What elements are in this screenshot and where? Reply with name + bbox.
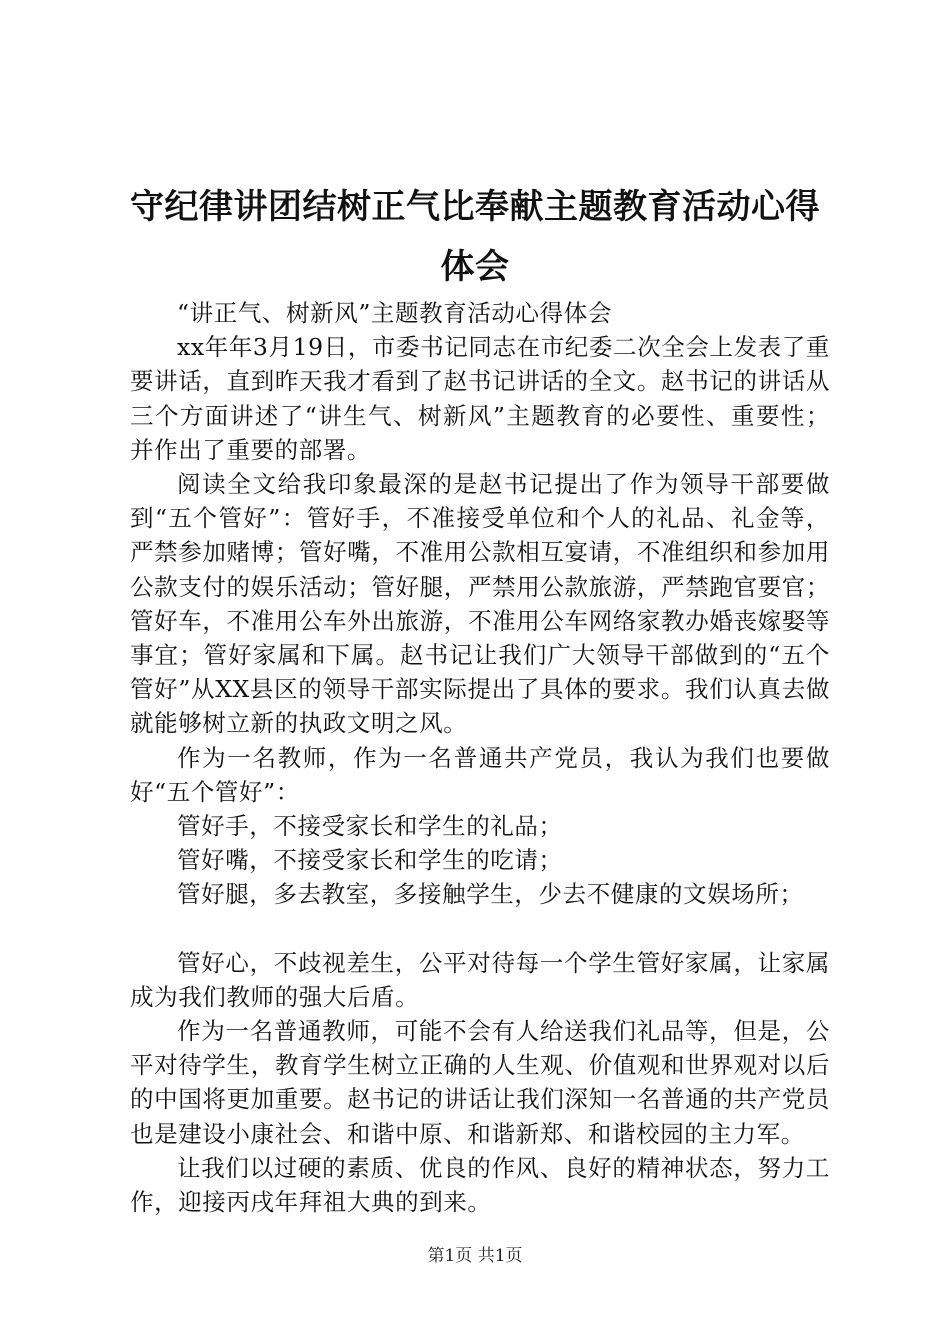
- paragraph-intro: xx年年3月19日，市委书记同志在市纪委二次全会上发表了重要讲话，直到昨天我才看到了赵书记讲话的全文。赵书记的讲话从三个方面讲述了“讲生气、树新风”主题教育的必要性、重要性；并作出了重要的部署。: [130, 333, 830, 464]
- paragraph-list-hand: 管好手，不接受家长和学生的礼品；: [177, 812, 563, 841]
- paragraph-list-mouth: 管好嘴，不接受家长和学生的吃请；: [177, 846, 563, 875]
- paragraph-teacher-role: 作为一名教师，作为一名普通共产党员，我认为我们也要做好“五个管好”：: [130, 743, 830, 806]
- document-body: [130, 296, 830, 1219]
- paragraph-list-heart: 管好心，不歧视差生，公平对待每一个学生管好家属，让家属成为我们教师的强大后盾。: [130, 948, 830, 1011]
- paragraph-list-leg: 管好腿，多去教室，多接触学生，少去不健康的文娱场所；: [177, 880, 804, 909]
- paragraph-subtitle: “讲正气、树新风”主题教育活动心得体会: [177, 299, 612, 327]
- paragraph-ordinary-teacher: 作为一名普通教师，可能不会有人给送我们礼品等，但是，公平对待学生，教育学生树立正确的人生观、价值观和世界观对以后的中国将更加重要。赵书记的讲话让我们深知一名普通的共产党员也是建设小康社会、和谐中原、和谐新郑、和谐校园的主力军。: [130, 1017, 830, 1148]
- page-number-footer: 第1页 共1页: [427, 1246, 523, 1266]
- paragraph-five-management: 阅读全文给我印象最深的是赵书记提出了作为领导干部要做到“五个管好”：管好手，不准接受单位和个人的礼品、礼金等，严禁参加赌博；管好嘴，不准用公款相互宴请，不准组织和参加用公款支付的娱乐活动；管好腿，严禁用公款旅游，严禁跑官要官；管好车，不准用公车外出旅游，不准用公车网络家教办婚丧嫁娶等事宜；管好家属和下属。赵书记让我们广大领导干部做到的“五个管好”从XX县区的领导干部实际提出了具体的要求。我们认真去做就能够树立新的执政文明之风。: [130, 470, 830, 738]
- document-title-line-1: 守纪律讲团结树正气比奉献主题教育活动心得: [130, 187, 820, 227]
- document-title-line-2: 体会: [440, 247, 510, 287]
- paragraph-closing: 让我们以过硬的素质、优良的作风、良好的精神状态，努力工作，迎接丙戌年拜祖大典的到来。: [130, 1153, 830, 1217]
